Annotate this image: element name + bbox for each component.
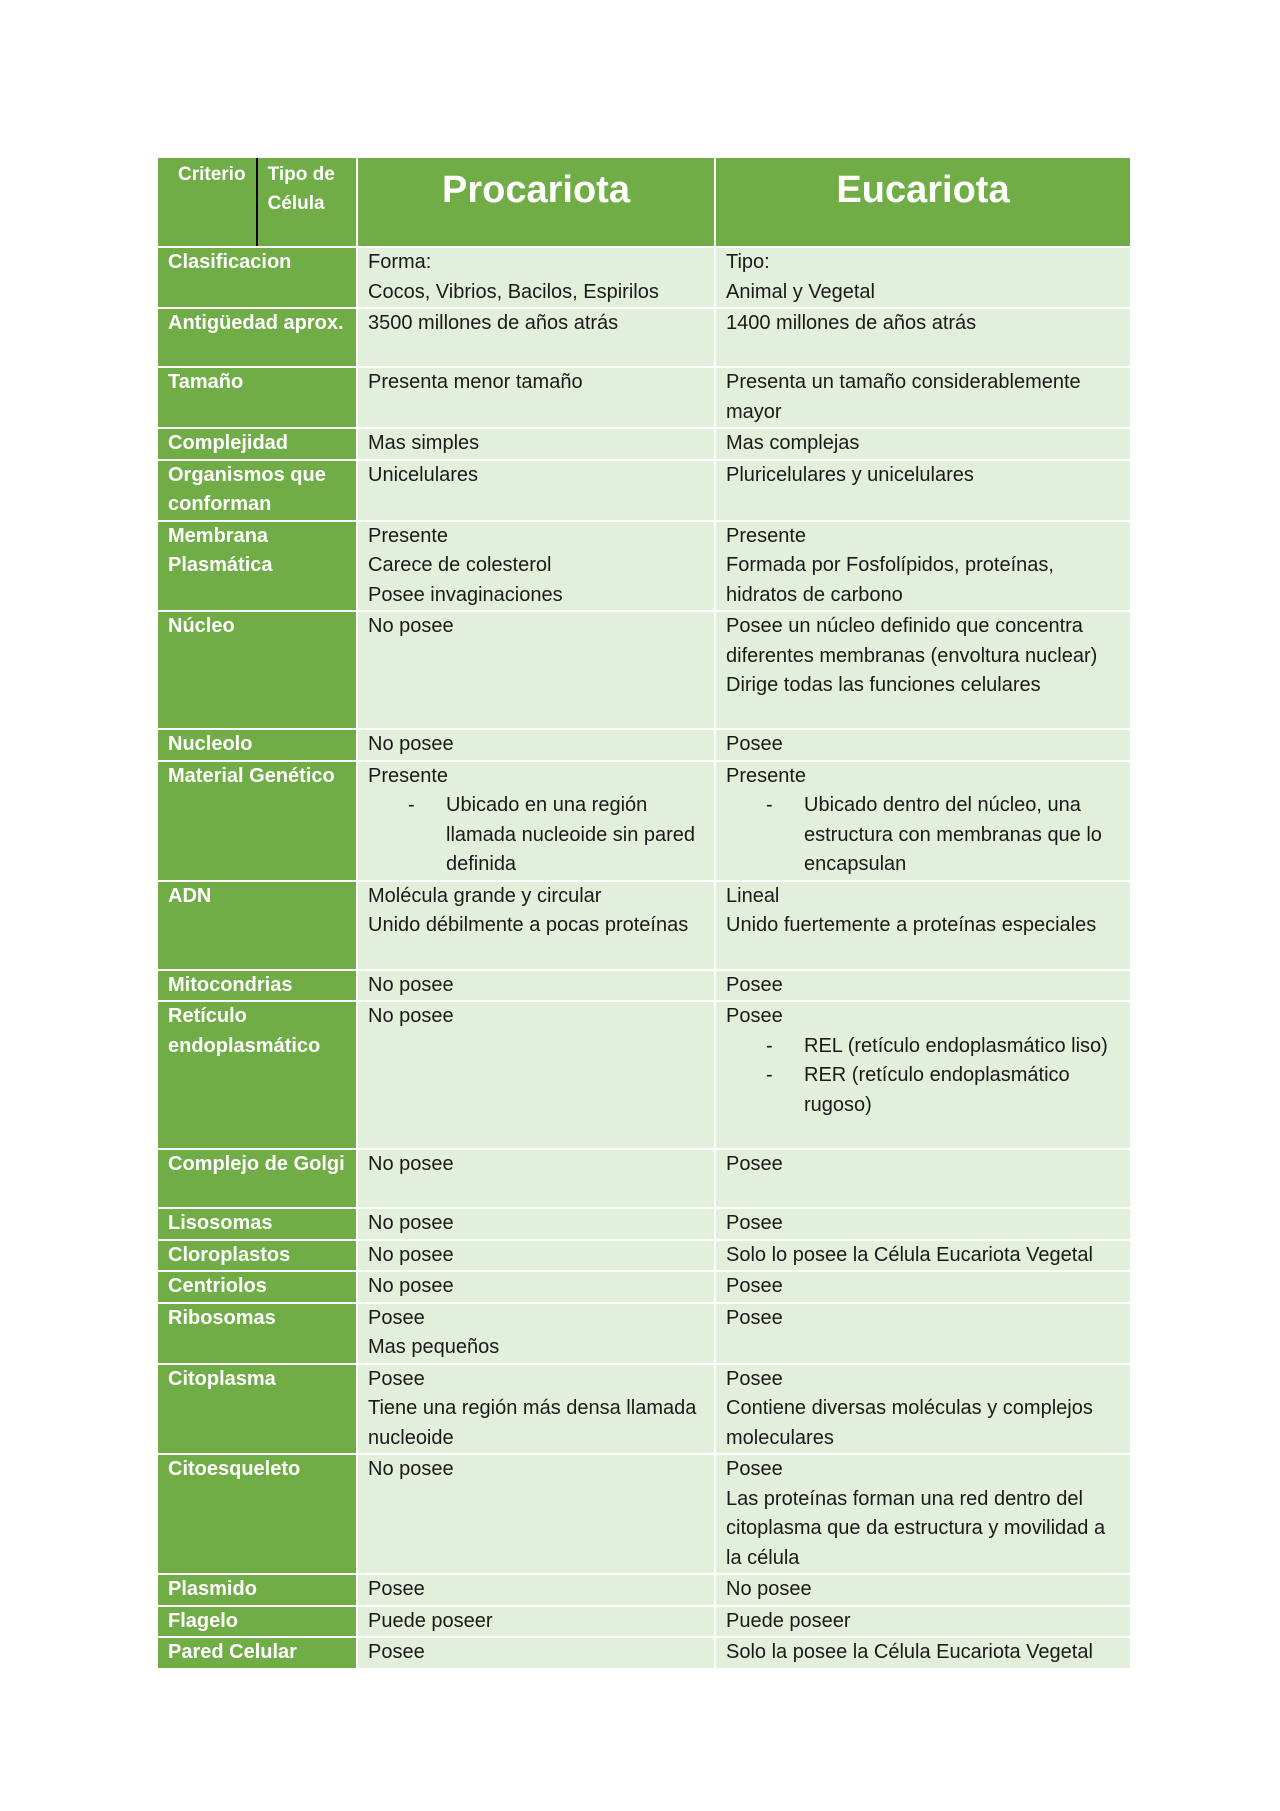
cell-text-line: Contiene diversas moléculas y complejos moleculares: [726, 1397, 1093, 1449]
cell-text-line: Solo la posee la Célula Eucariota Vegetal: [726, 1641, 1093, 1663]
table-row-flagelo: [157, 1606, 1131, 1638]
criterion-cell: Centriolos: [157, 1271, 357, 1303]
procariota-cell: [357, 247, 715, 308]
cell-text-line: Lineal: [726, 884, 780, 907]
dash-bullet-icon: -: [766, 1064, 773, 1086]
cell-text-line: Posee: [726, 973, 783, 996]
cell-text-line: Posee: [368, 1367, 425, 1390]
cell-text-line: Posee: [368, 1578, 425, 1600]
eucariota-column-header: Eucariota: [715, 157, 1131, 247]
eucariota-cell: [715, 611, 1131, 729]
cell-text-line: No posee: [368, 1153, 454, 1175]
cell-text-line: Posee: [726, 1153, 783, 1175]
table-header-row: [157, 157, 1131, 247]
eucariota-cell: [715, 729, 1131, 761]
criterion-cell: Citoesqueleto: [157, 1454, 357, 1574]
procariota-cell: [357, 460, 715, 521]
bullet-item: [368, 791, 704, 880]
table-row-complejidad: [157, 428, 1131, 460]
cell-type-header: Tipo de Célula: [267, 164, 335, 214]
cell-text-line: Mas simples: [368, 432, 480, 454]
cell-text-line: Las proteínas forman una red dentro del citoplasma que da estructura y movilidad a la célula: [726, 1487, 1106, 1569]
table-row-reticulo-endoplasmatico: [157, 1001, 1131, 1149]
cell-text-line: No posee: [368, 1005, 454, 1027]
eucariota-cell: [715, 521, 1131, 612]
cell-text-line: Animal y Vegetal: [726, 280, 875, 303]
cell-text-line: Cocos, Vibrios, Bacilos, Espirilos: [368, 280, 659, 303]
criterion-cell: ADN: [157, 881, 357, 970]
eucariota-cell: [715, 1240, 1131, 1272]
table-row-membrana-plasmatica: [157, 521, 1131, 612]
table-row-lisosomas: [157, 1208, 1131, 1240]
cell-text-line: Solo lo posee la Célula Eucariota Vegetal: [726, 1243, 1093, 1266]
cell-text-line: Dirige todas las funciones celulares: [726, 674, 1041, 696]
cell-text-line: Mas pequeños: [368, 1336, 500, 1358]
criterion-cell: Citoplasma: [157, 1364, 357, 1455]
cell-text-line: Mas complejas: [726, 432, 860, 454]
table-row-adn: [157, 881, 1131, 970]
cell-text-line: Posee: [368, 1306, 425, 1329]
eucariota-cell: [715, 428, 1131, 460]
table-row-nucleolo: [157, 729, 1131, 761]
cell-text-line: 1400 millones de años atrás: [726, 312, 977, 334]
table-row-complejo-de-golgi: [157, 1149, 1131, 1208]
eucariota-cell: [715, 1454, 1131, 1574]
eucariota-cell: [715, 970, 1131, 1002]
procariota-cell: [357, 1364, 715, 1455]
procariota-cell: [357, 1637, 715, 1669]
eucariota-cell: [715, 1271, 1131, 1303]
table-body: [157, 247, 1131, 1669]
eucariota-cell: [715, 1303, 1131, 1364]
cell-text-line: Posee: [368, 1641, 425, 1663]
procariota-cell: [357, 881, 715, 970]
table-row-clasificacion: [157, 247, 1131, 308]
cell-text-line: Presente: [368, 764, 449, 787]
table-row-tamano: [157, 367, 1131, 428]
criterion-cell: Clasificacion: [157, 247, 357, 308]
cell-text-line: No posee: [368, 973, 454, 996]
eucariota-cell: [715, 1574, 1131, 1606]
criterion-cell: Tamaño: [157, 367, 357, 428]
criterion-cell: Mitocondrias: [157, 970, 357, 1002]
cell-text-line: Unicelulares: [368, 463, 479, 486]
table-row-centriolos: [157, 1271, 1131, 1303]
procariota-cell: [357, 970, 715, 1002]
table-row-pared-celular: [157, 1637, 1131, 1669]
procariota-cell: [357, 611, 715, 729]
criterion-cell: Material Genético: [157, 761, 357, 881]
procariota-cell: [357, 1208, 715, 1240]
eucariota-cell: [715, 1149, 1131, 1208]
cell-text-line: Posee: [726, 733, 783, 755]
procariota-cell: [357, 367, 715, 428]
cell-text-line: No posee: [368, 615, 454, 637]
cell-text-line: Tiene una región más densa llamada nucleoide: [368, 1397, 697, 1449]
criterion-cell: Pared Celular: [157, 1637, 357, 1669]
bullet-item: [726, 1061, 1120, 1120]
cell-text-line: Forma:: [368, 251, 432, 273]
cell-text-line: Posee: [726, 1306, 783, 1329]
procariota-cell: [357, 308, 715, 367]
cell-text-line: Puede poseer: [368, 1609, 493, 1632]
bullet-item: [726, 791, 1120, 880]
table-row-plasmido: [157, 1574, 1131, 1606]
criterion-cell: Núcleo: [157, 611, 357, 729]
cell-text-line: Carece de colesterol: [368, 554, 552, 576]
cell-text-line: Molécula grande y circular: [368, 884, 602, 907]
procariota-cell: [357, 1606, 715, 1638]
criterion-cell: Retículo endoplasmático: [157, 1001, 357, 1149]
procariota-cell: [357, 1001, 715, 1149]
eucariota-cell: [715, 1001, 1131, 1149]
procariota-column-header: Procariota: [357, 157, 715, 247]
cell-text-line: No posee: [368, 1275, 454, 1297]
cell-text-line: Posee: [726, 1367, 783, 1390]
eucariota-cell: [715, 460, 1131, 521]
procariota-cell: [357, 1149, 715, 1208]
procariota-cell: [357, 1303, 715, 1364]
cell-text-line: Presenta menor tamaño: [368, 371, 583, 393]
cell-text-line: Posee: [726, 1005, 783, 1027]
bullet-text: RER (retículo endoplasmático rugoso): [804, 1064, 1070, 1116]
criterion-cell: Complejo de Golgi: [157, 1149, 357, 1208]
table-row-citoplasma: [157, 1364, 1131, 1455]
cell-text-line: No posee: [368, 733, 454, 755]
eucariota-cell: [715, 1606, 1131, 1638]
cell-comparison-table: [156, 156, 1132, 1670]
criterion-cell: Antigüedad aprox.: [157, 308, 357, 367]
bullet-item: [726, 1032, 1120, 1062]
cell-text-line: Pluricelulares y unicelulares: [726, 463, 974, 486]
criterion-cell: Complejidad: [157, 428, 357, 460]
cell-text-line: No posee: [726, 1578, 812, 1600]
table-row-antiguedad-aprox: [157, 308, 1131, 367]
criterion-cell: Lisosomas: [157, 1208, 357, 1240]
cell-text-line: No posee: [368, 1212, 454, 1234]
header-corner-cell: [157, 157, 357, 247]
cell-text-line: Posee: [726, 1275, 783, 1297]
cell-text-line: Presenta un tamaño considerablemente mayor: [726, 371, 1081, 423]
cell-text-line: Posee: [726, 1212, 783, 1234]
cell-text-line: Posee un núcleo definido que concentra diferentes membranas (envoltura nuclear): [726, 615, 1098, 667]
criterion-cell: Plasmido: [157, 1574, 357, 1606]
eucariota-cell: [715, 1208, 1131, 1240]
cell-text-line: Formada por Fosfolípidos, proteínas, hidratos de carbono: [726, 554, 1054, 606]
cell-text-line: No posee: [368, 1458, 454, 1480]
criterion-cell: Nucleolo: [157, 729, 357, 761]
cell-text-line: Unido fuertemente a proteínas especiales: [726, 914, 1097, 936]
dash-bullet-icon: -: [408, 794, 415, 816]
bullet-text: Ubicado dentro del núcleo, una estructura con membranas que lo encapsulan: [804, 794, 1102, 875]
cell-text-line: Tipo:: [726, 251, 770, 273]
bullet-text: Ubicado en una región llamada nucleoide sin pared definida: [446, 794, 696, 875]
table-row-cloroplastos: [157, 1240, 1131, 1272]
cell-text-line: 3500 millones de años atrás: [368, 312, 619, 334]
procariota-cell: [357, 761, 715, 881]
eucariota-cell: [715, 367, 1131, 428]
table-row-mitocondrias: [157, 970, 1131, 1002]
bullet-text: REL (retículo endoplasmático liso): [804, 1034, 1108, 1057]
criterion-cell: Ribosomas: [157, 1303, 357, 1364]
cell-text-line: Presente: [368, 524, 449, 547]
table-row-material-genetico: [157, 761, 1131, 881]
cell-text-line: No posee: [368, 1243, 454, 1266]
procariota-cell: [357, 1574, 715, 1606]
table-row-organismos-que-conforman: [157, 460, 1131, 521]
dash-bullet-icon: -: [766, 1034, 773, 1057]
criterion-header: Criterio: [168, 158, 258, 246]
procariota-cell: [357, 1454, 715, 1574]
eucariota-cell: [715, 1637, 1131, 1669]
criterion-cell: Membrana Plasmática: [157, 521, 357, 612]
table-row-ribosomas: [157, 1303, 1131, 1364]
criterion-cell: Organismos que conforman: [157, 460, 357, 521]
eucariota-cell: [715, 881, 1131, 970]
dash-bullet-icon: -: [766, 794, 773, 816]
eucariota-cell: [715, 1364, 1131, 1455]
cell-text-line: Unido débilmente a pocas proteínas: [368, 914, 689, 936]
eucariota-cell: [715, 247, 1131, 308]
eucariota-cell: [715, 761, 1131, 881]
eucariota-cell: [715, 308, 1131, 367]
procariota-cell: [357, 521, 715, 612]
procariota-cell: [357, 729, 715, 761]
criterion-cell: Flagelo: [157, 1606, 357, 1638]
table-row-citoesqueleto: [157, 1454, 1131, 1574]
procariota-cell: [357, 1240, 715, 1272]
cell-text-line: Posee: [726, 1458, 783, 1480]
cell-text-line: Presente: [726, 524, 807, 547]
procariota-cell: [357, 428, 715, 460]
cell-text-line: Puede poseer: [726, 1609, 851, 1632]
procariota-cell: [357, 1271, 715, 1303]
table-row-nucleo: [157, 611, 1131, 729]
cell-text-line: Presente: [726, 764, 807, 787]
criterion-cell: Cloroplastos: [157, 1240, 357, 1272]
cell-text-line: Posee invaginaciones: [368, 583, 563, 606]
